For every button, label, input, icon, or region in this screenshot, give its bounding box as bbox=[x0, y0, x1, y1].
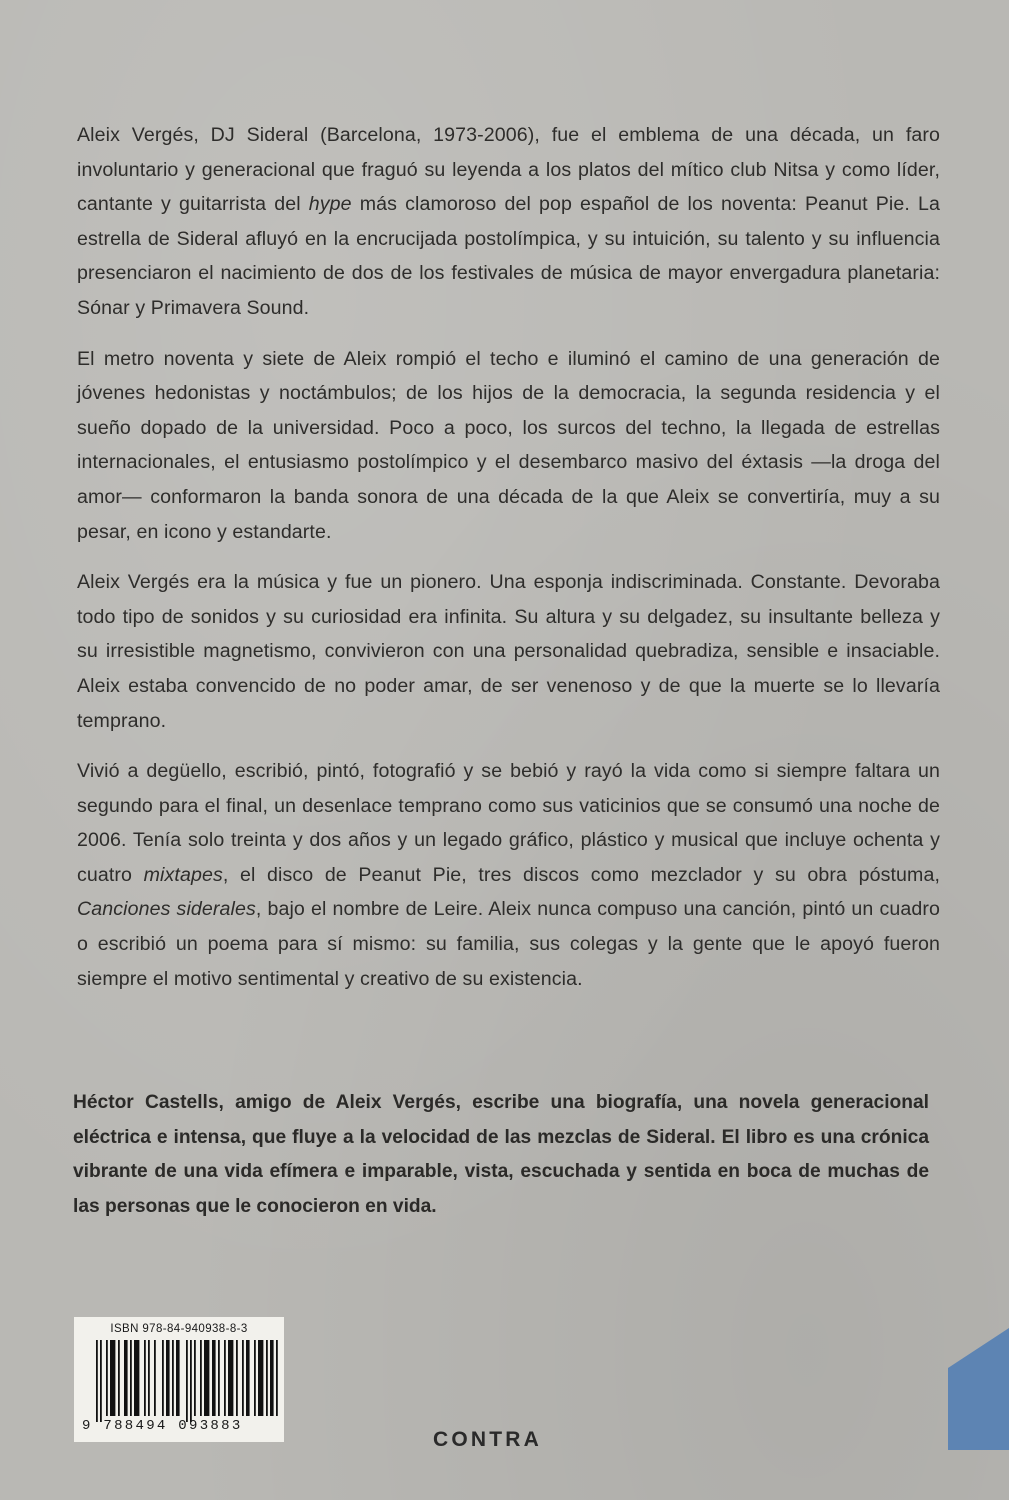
barcode-bar bbox=[176, 1340, 180, 1416]
publisher-logo: CONTRA bbox=[433, 1428, 543, 1451]
barcode-bar bbox=[270, 1340, 274, 1416]
ean-digits: 9 788494 093883 bbox=[82, 1418, 243, 1434]
barcode-bar bbox=[194, 1340, 196, 1416]
barcode-bar bbox=[148, 1340, 150, 1416]
barcode-bar bbox=[162, 1340, 164, 1416]
synopsis-paragraph-4: Vivió a degüello, escribió, pintó, fotografió y se bebió y rayó la vida como si siempre faltara un segundo para el final, un desenlace temprano como sus vaticinios que se consumó una noche de 2006. Tenía solo treinta y dos años y un legado gráfico, plástico y musical que incluye ochenta y cuatro mixtapes, el disco de Peanut Pie, tres discos como mezclador y su obra póstuma, Canciones siderales, bajo el nombre de Leire. Aleix nunca compuso una canción, pintó un cuadro o escribió un poema para sí mismo: su familia, sus colegas y la gente que le apoyó fueron siempre el motivo sentimental y creativo de su existencia. bbox=[77, 760, 940, 990]
synopsis bbox=[77, 118, 940, 1012]
barcode-bar bbox=[204, 1340, 209, 1416]
barcode-bar bbox=[166, 1340, 170, 1416]
barcode-bar bbox=[266, 1340, 268, 1416]
barcode-bar bbox=[130, 1340, 132, 1416]
barcode-bar bbox=[236, 1340, 238, 1416]
barcode-bar bbox=[246, 1340, 250, 1416]
barcode-bar bbox=[172, 1340, 174, 1416]
barcode-bar bbox=[118, 1340, 120, 1416]
barcode-bar bbox=[218, 1340, 220, 1416]
barcode-bar bbox=[106, 1340, 108, 1416]
barcode-bar bbox=[124, 1340, 128, 1416]
barcode-bar bbox=[96, 1340, 98, 1422]
barcode-bar bbox=[134, 1340, 139, 1416]
barcode-bar bbox=[200, 1340, 202, 1416]
barcode-bar bbox=[242, 1340, 244, 1416]
barcode-bar bbox=[144, 1340, 146, 1416]
ribbon-shape bbox=[948, 1328, 1009, 1450]
barcode-bar bbox=[212, 1340, 216, 1416]
barcode-bar bbox=[100, 1340, 102, 1422]
synopsis-paragraph-2: El metro noventa y siete de Aleix rompió el techo e iluminó el camino de una generación de jóvenes hedonistas y noctámbulos; de los hijos de la democracia, la segunda residencia y el sueño dopado de la universidad. Poco a poco, los surcos del techno, la llegada de estrellas internacionales, el entusiasmo postolímpico y el desembarco masivo del éxtasis —la droga del amor— conformaron la banda sonora de una década de la que Aleix se convertiría, muy a su pesar, en icono y estandarte. bbox=[77, 347, 940, 543]
barcode-bar bbox=[190, 1340, 192, 1422]
barcode-bar bbox=[276, 1340, 278, 1416]
barcode-bar bbox=[254, 1340, 256, 1416]
barcode-bar bbox=[258, 1340, 263, 1416]
corner-ribbon bbox=[948, 1328, 1009, 1450]
barcode-bars bbox=[96, 1340, 280, 1422]
isbn-barcode bbox=[74, 1317, 284, 1442]
synopsis-paragraph-3: Aleix Vergés era la música y fue un pionero. Una esponja indiscriminada. Constante. Devoraba todo tipo de sonidos y su curiosidad era infinita. Su altura y su delgadez, su insultante belleza y su irresistible magnetismo, convivieron con una personalidad quebradiza, sensible e insaciable. Aleix estaba convencido de no poder amar, de ser venenoso y de que la muerte se lo llevaría temprano. bbox=[77, 571, 940, 732]
barcode-bar bbox=[224, 1340, 226, 1416]
isbn-label: ISBN 978-84-940938-8-3 bbox=[110, 1323, 248, 1335]
book-summary: Héctor Castells, amigo de Aleix Vergés, escribe una biografía, una novela generacional eléctrica e intensa, que fluye a la velocidad de las mezclas de Sideral. El libro es una crónica vibrante de una vida efímera e imparable, vista, escuchada y sentida en boca de muchas de las personas que le conocieron en vida. bbox=[73, 1092, 929, 1217]
barcode-bar bbox=[154, 1340, 156, 1416]
barcode-bar bbox=[228, 1340, 233, 1416]
barcode-bar bbox=[186, 1340, 188, 1422]
synopsis-paragraph-1: Aleix Vergés, DJ Sideral (Barcelona, 1973-2006), fue el emblema de una década, un faro involuntario y generacional que fraguó su leyenda a los platos del mítico club Nitsa y como líder, cantante y guitarrista del hype más clamoroso del pop español de los noventa: Peanut Pie. La estrella de Sideral afluyó en la encrucijada postolímpica, y su intuición, su talento y su influencia presenciaron el nacimiento de dos de los festivales de música de mayor envergadura planetaria: Sónar y Primavera Sound. bbox=[77, 124, 940, 319]
barcode-bar bbox=[110, 1340, 115, 1416]
